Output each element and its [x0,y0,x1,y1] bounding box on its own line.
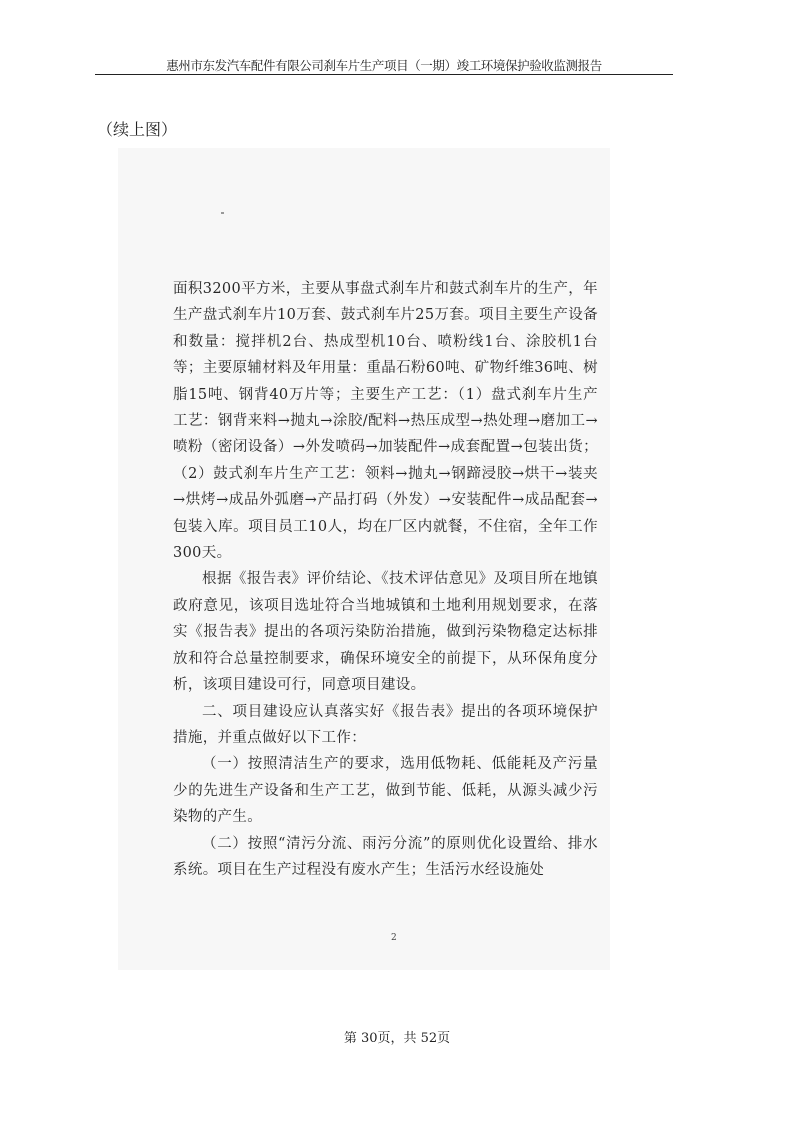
paragraph-item-one: （一）按照清洁生产的要求，选用低物耗、低能耗及产污量少的先进生产设备和生产工艺，做到节能、低耗，从源头减少污染物的产生。 [173,756,598,826]
scanned-page-image [118,148,610,970]
paragraph-section-two: 二、项目建设应认真落实好《报告表》提出的各项环境保护措施，并重点做好以下工作： [173,703,598,746]
figure-caption: （续上图） [97,120,178,139]
paragraph-item-two: （二）按照“清污分流、雨污分流”的原则优化设置给、排水系统。项目在生产过程没有废水产生；生活污水经设施处 [173,835,598,878]
page-footer: 第 30页，共 52页 [343,1031,451,1046]
paragraph-approval-conclusion: 根据《报告表》评价结论、《技术评估意见》及项目所在地镇政府意见，该项目选址符合当地城镇和土地利用规划要求，在落实《报告表》提出的各项污染防治措施，做到污染物稳定达标排放和符合总量控制要求，确保环境安全的前提下，从环保角度分析，该项目建设可行，同意项目建设。 [173,571,598,694]
paragraph-project-overview: 面积3200平方米，主要从事盘式刹车片和鼓式刹车片的生产，年生产盘式刹车片10万套、鼓式刹车片25万套。项目主要生产设备和数量：搅拌机2台、热成型机10台、喷粉线1台、涂胶机1台等；主要原辅材料及年用量：重晶石粉60吨、矿物纤维36吨、树脂15吨、钢背40万片等；主要生产工艺：（1）盘式刹车片生产工艺：钢背来料→抛丸→涂胶/配料→热压成型→热处理→磨加工→喷粉（密闭设备）→外发喷码→加装配件→成套配置→包装出货；（2）鼓式刹车片生产工艺：领料→抛丸→钢蹄浸胶→烘干→装夹→烘烤→成品外弧磨→产品打码（外发）→安装配件→成品配套→包装入库。项目员工10人，均在厂区内就餐，不住宿，全年工作300天。 [173,281,598,562]
scanned-text-body [173,276,598,883]
scan-mark [221,212,224,214]
scanned-page-number: 2 [391,933,397,943]
document-header: 惠州市东发汽车配件有限公司刹车片生产项目（一期）竣工环境保护验收监测报告 [95,58,673,75]
